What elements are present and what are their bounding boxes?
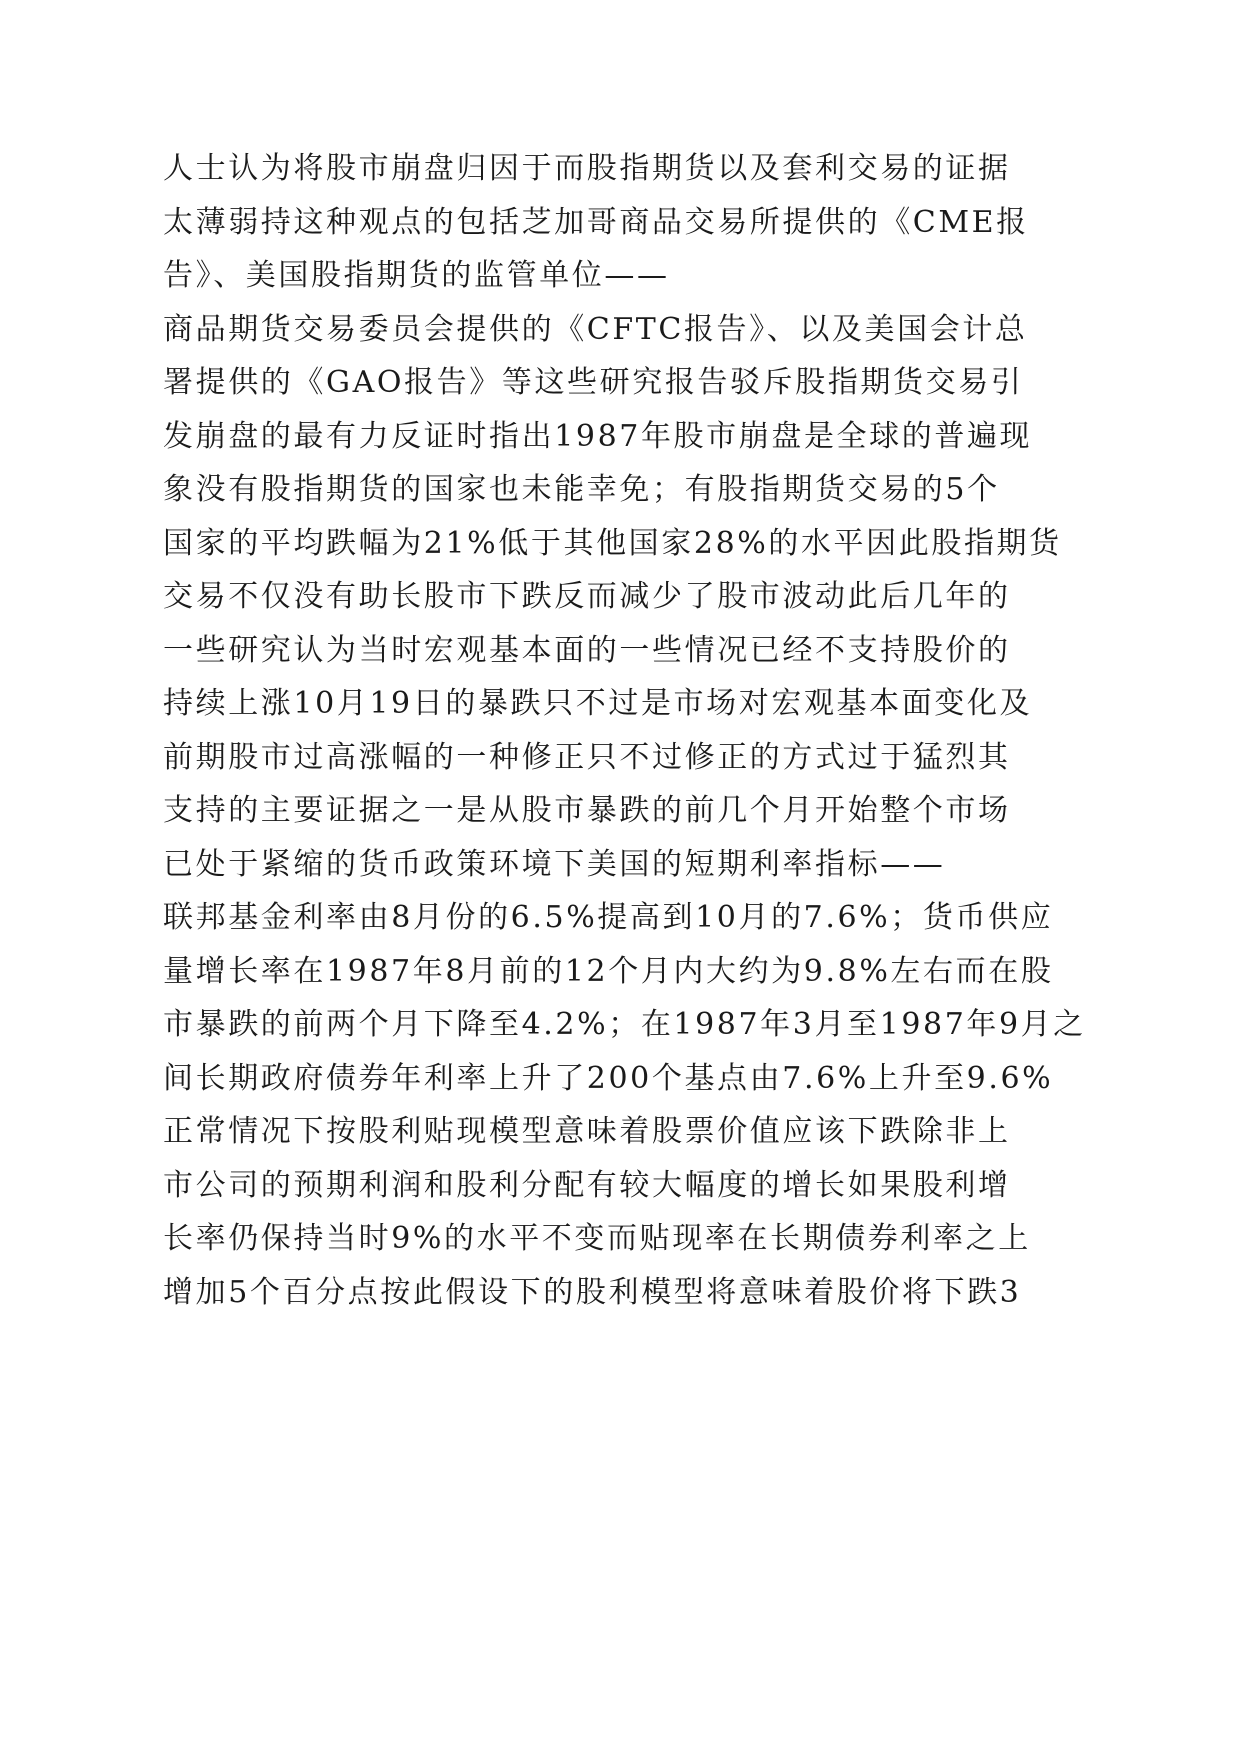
text-line: 交易不仅没有助长股市下跌反而减少了股市波动此后几年的	[163, 579, 1011, 614]
text-line: 已处于紧缩的货币政策环境下美国的短期利率指标——	[163, 846, 946, 882]
text-line: 间长期政府债券年利率上升了200个基点由7.6%上升至9.6%	[163, 1060, 1054, 1096]
text-line: 国家的平均跌幅为21%低于其他国家28%的水平因此股指期货	[163, 525, 1062, 561]
text-line: 人士认为将股市崩盘归因于而股指期货以及套利交易的证据	[163, 151, 1011, 186]
text-line: 署提供的《GAO报告》等这些研究报告驳斥股指期货交易引	[163, 365, 1024, 400]
text-line: 前期股市过高涨幅的一种修正只不过修正的方式过于猛烈其	[163, 739, 1011, 775]
text-line: 发崩盘的最有力反证时指出1987年股市崩盘是全球的普遍现	[163, 418, 1033, 454]
text-line: 支持的主要证据之一是从股市暴跌的前几个月开始整个市场	[163, 793, 1011, 828]
body-text	[163, 142, 1086, 1319]
text-line: 增加5个百分点按此假设下的股利模型将意味着股价将下跌3	[163, 1274, 1022, 1310]
text-line: 太薄弱持这种观点的包括芝加哥商品交易所提供的《CME报	[163, 204, 1029, 240]
text-line: 告》、美国股指期货的监管单位——	[163, 258, 670, 293]
text-line: 联邦基金利率由8月份的6.5%提高到10月的7.6%；货币供应	[163, 900, 1054, 935]
text-line: 市暴跌的前两个月下降至4.2%；在1987年3月至1987年9月之	[163, 1007, 1086, 1042]
text-line: 持续上涨10月19日的暴跌只不过是市场对宏观基本面变化及	[163, 686, 1033, 721]
text-line: 一些研究认为当时宏观基本面的一些情况已经不支持股价的	[163, 632, 1011, 668]
text-line: 市公司的预期利润和股利分配有较大幅度的增长如果股利增	[163, 1167, 1011, 1203]
text-line: 商品期货交易委员会提供的《CFTC报告》、以及美国会计总	[163, 311, 1028, 347]
text-line: 正常情况下按股利贴现模型意味着股票价值应该下跌除非上	[163, 1114, 1011, 1149]
text-line: 量增长率在1987年8月前的12个月内大约为9.8%左右而在股	[163, 953, 1054, 989]
text-line: 长率仍保持当时9%的水平不变而贴现率在长期债券利率之上	[163, 1221, 1031, 1256]
text-line: 象没有股指期货的国家也未能幸免；有股指期货交易的5个	[163, 472, 1000, 507]
